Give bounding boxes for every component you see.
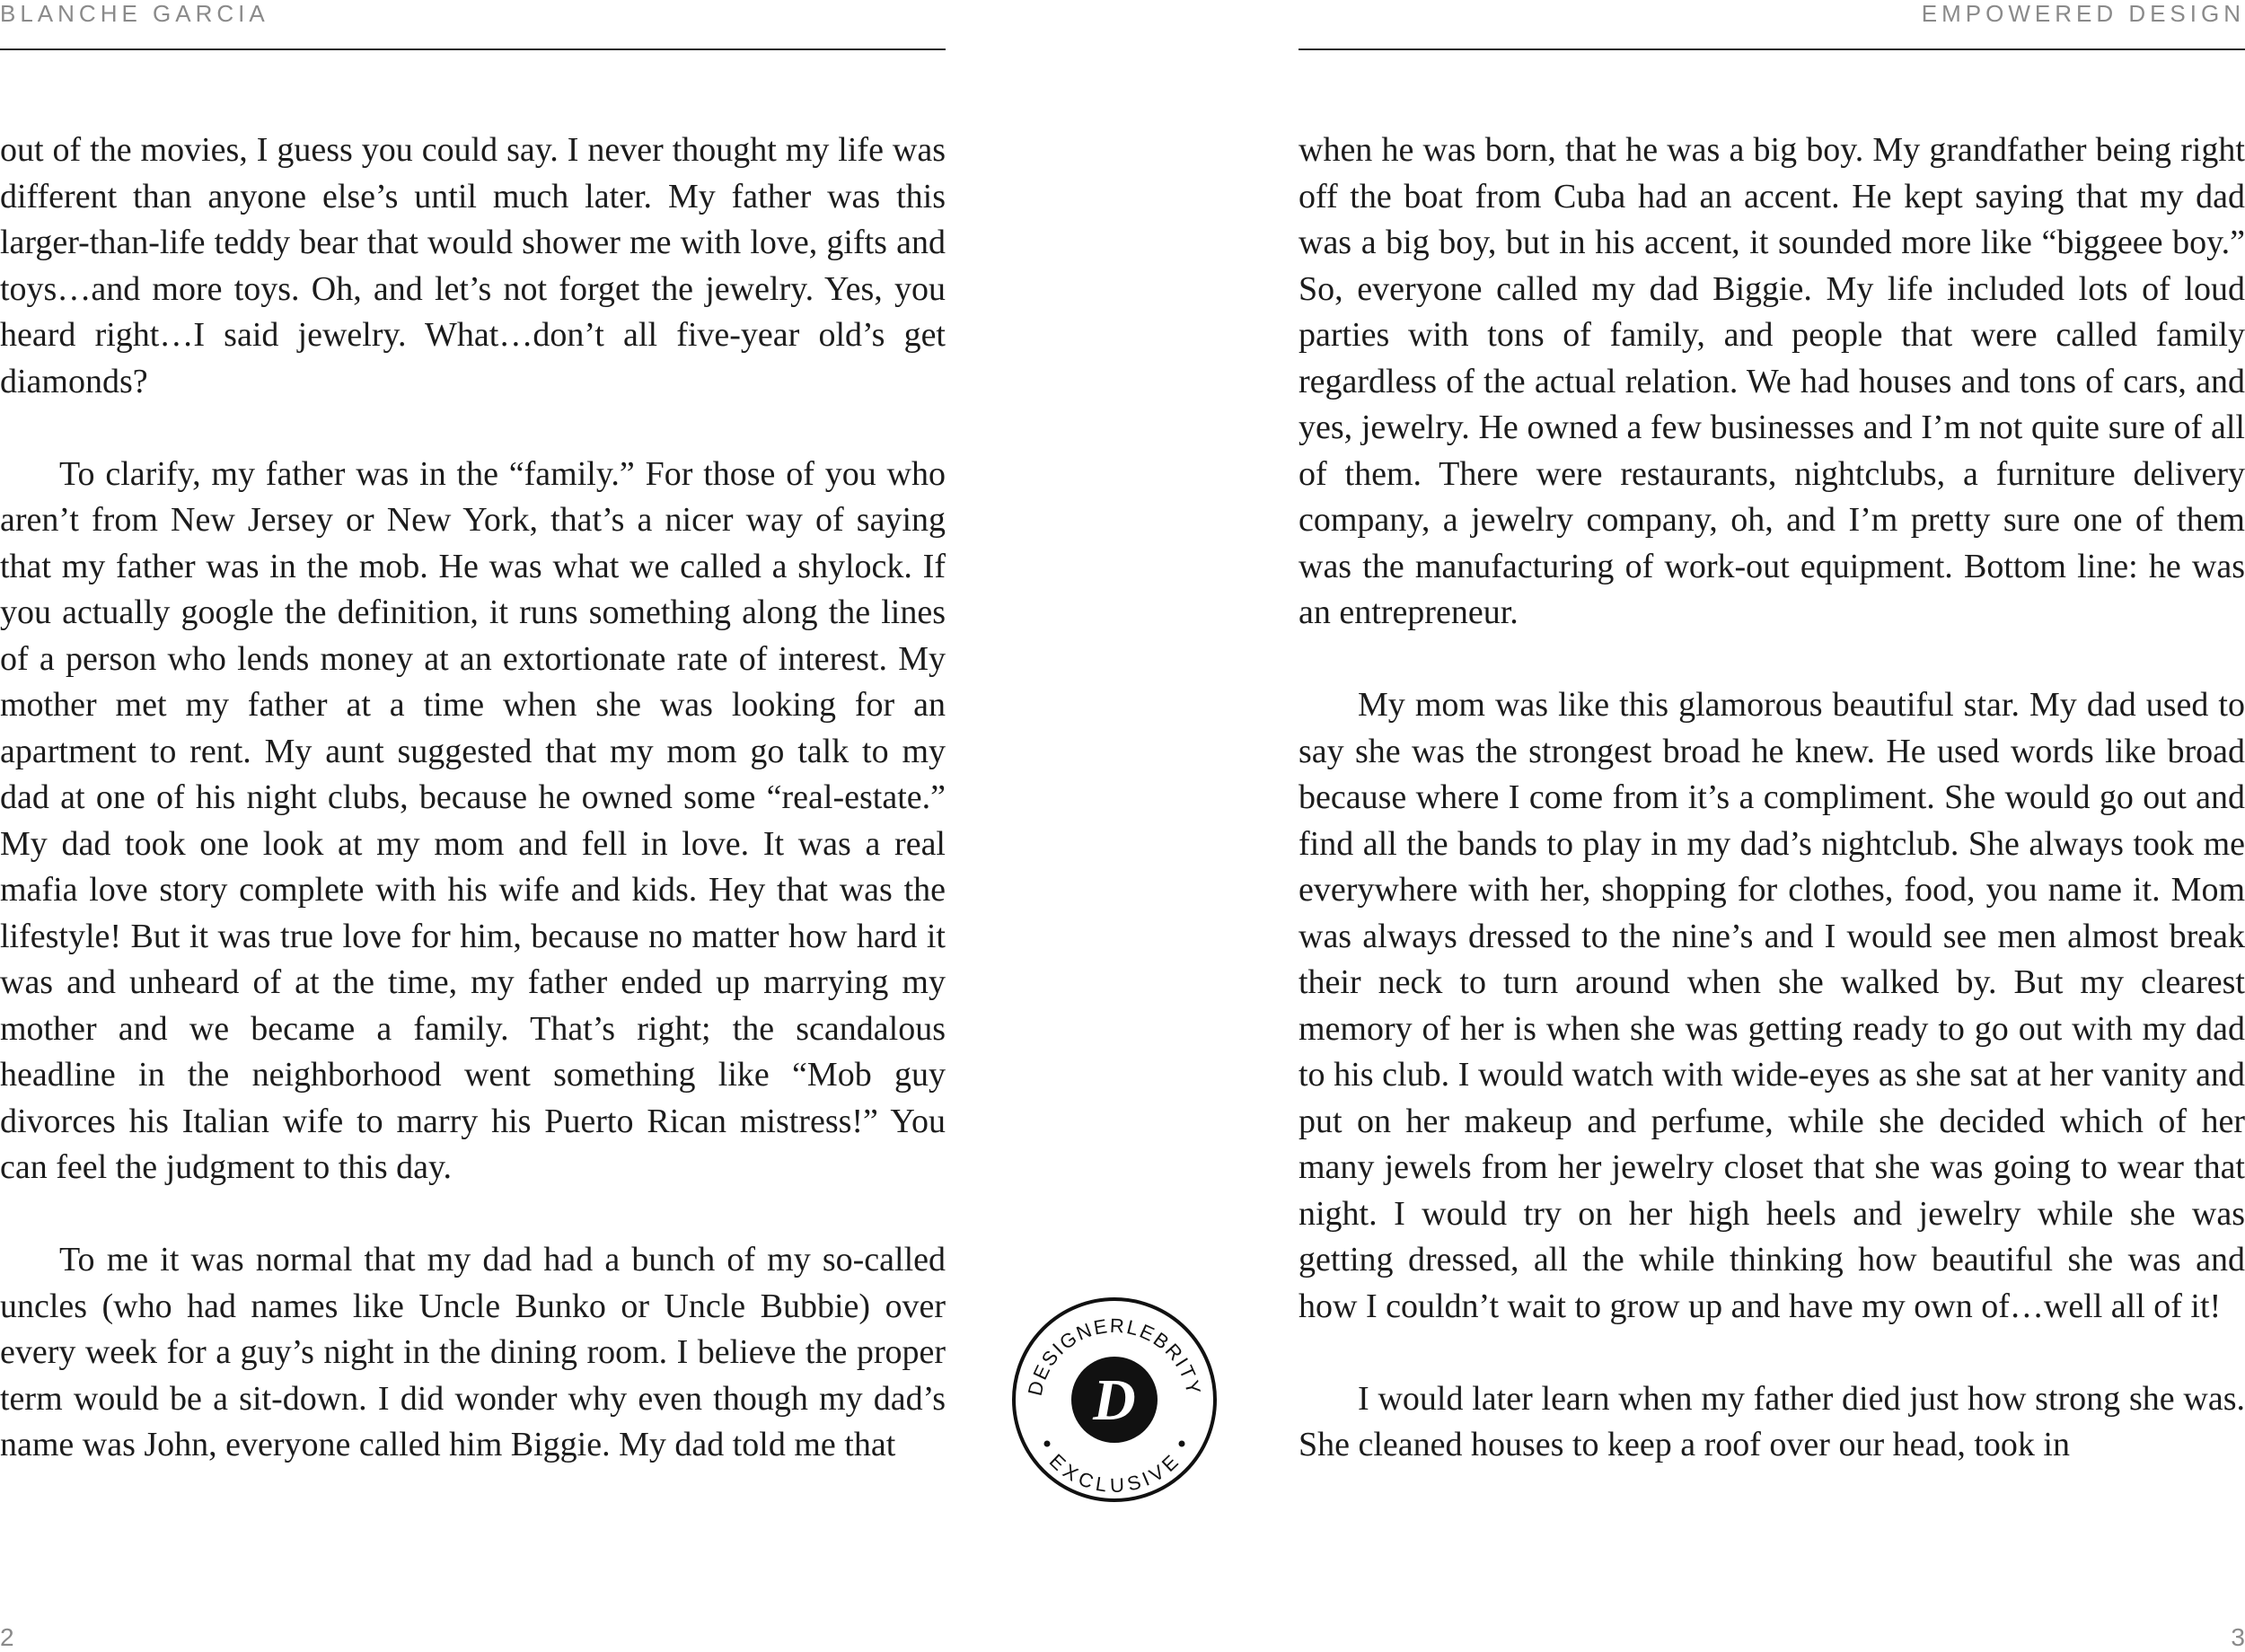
seal-monogram: D bbox=[1093, 1367, 1136, 1433]
left-header-rule bbox=[0, 48, 946, 50]
right-header-rule bbox=[1299, 48, 2245, 50]
left-paragraph-2: To clarify, my father was in the “family.” For those of you who aren’t from New Jersey or New York, that’s a nicer way of saying that my father was in the mob. He was what we called a shylock. If you actually google the definition, it runs something along the lines of a person who lends money at an extortionate rate of interest. My mother met my father at a time when she was looking for an apartment to rent. My aunt suggested that my mom go talk to my dad at one of his night clubs, because he owned some “real-estate.” My dad took one look at my mom and fell in love. It was a real mafia love story complete with his wife and kids. Hey that was the lifestyle! But it was true love for him, because no matter how hard it was and unheard of at the time, my father ended up marrying my mother and we became a family. That’s right; the scandalous headline in the neighborhood went something like “Mob guy divorces his Italian wife to marry his Puerto Rican mistress!” You can feel the judgment to this day. bbox=[0, 454, 946, 1186]
right-page bbox=[1299, 0, 2245, 1652]
right-paragraph-1: when he was born, that he was a big boy. My grandfather being right off the boat from Cuba had an accent. He kept saying that my dad was a big boy, but in his accent, it sounded more like “biggeee boy.” So, everyone called my dad Biggie. My life included lots of loud parties with tons of family, and people that were called family regardless of the actual relation. We had houses and tons of cars, and yes, jewelry. He owned a few businesses and I’m not quite sure of all of them. There were restaurants, nightclubs, a furniture delivery company, a jewelry company, oh, and I’m pretty sure one of them was the manufacturing of work-out equipment. Bottom line: he was an entrepreneur. bbox=[1299, 131, 2245, 631]
seal-bottom-text: EXCLUSIVE bbox=[1044, 1449, 1184, 1498]
left-page-number: 2 bbox=[0, 1623, 14, 1651]
left-paragraph-3: To me it was normal that my dad had a bunch of my so-called uncles (who had names like Uncle Bunko or Uncle Bubbie) over every week for a guy’s night in the dining room. I believe the proper term would be a sit-down. I did wonder why even though my dad’s name was John, everyone called him Biggie. My dad told me that bbox=[0, 1241, 946, 1463]
left-paragraph-1: out of the movies, I guess you could say. I never thought my life was different than anyone else’s until much later. My father was this larger-than-life teddy bear that would shower me with love, gifts and toys…and more toys. Oh, and let’s not forget the jewelry. Yes, you heard right…I said jewelry. What…don’t all five-year old’s get diamonds? bbox=[0, 131, 946, 400]
right-paragraph-2: My mom was like this glamorous beautiful star. My dad used to say she was the strongest broad he knew. He used words like broad because where I come from it’s a compliment. She would go out and find all the bands to play in my dad’s nightclub. She always took me everywhere with her, shopping for clothes, food, you name it. Mom was always dressed to the nine’s and I would see men almost break their neck to turn around when she walked by. But my clearest memory of her is when she was getting ready to go out with my dad to his club. I would watch with wide-eyes as she sat at her vanity and put on her makeup and perfume, while she decided which of her many jewels from her jewelry closet that she was going to wear that night. I would try on her high heels and jewelry while she was getting dressed, all the while thinking how beautiful she was and how I couldn’t wait to grow up and have my own of…well all of it! bbox=[1299, 686, 2245, 1325]
seal-dot-right bbox=[1179, 1441, 1185, 1447]
right-page-number: 3 bbox=[2231, 1623, 2245, 1651]
seal-top-text: DESIGNERLEBRITY bbox=[1023, 1314, 1206, 1398]
left-body-text bbox=[0, 127, 946, 1515]
seal-dot-left bbox=[1044, 1441, 1051, 1447]
right-body-text bbox=[1299, 127, 2245, 1515]
right-running-head: EMPOWERED DESIGN bbox=[1921, 0, 2245, 27]
right-paragraph-3: I would later learn when my father died just how strong she was. She cleaned houses to keep a roof over our head, took in bbox=[1299, 1379, 2245, 1463]
left-running-head: BLANCHE GARCIA bbox=[0, 0, 269, 27]
left-page bbox=[0, 0, 946, 1652]
designerlebrity-exclusive-seal bbox=[1009, 1295, 1219, 1505]
